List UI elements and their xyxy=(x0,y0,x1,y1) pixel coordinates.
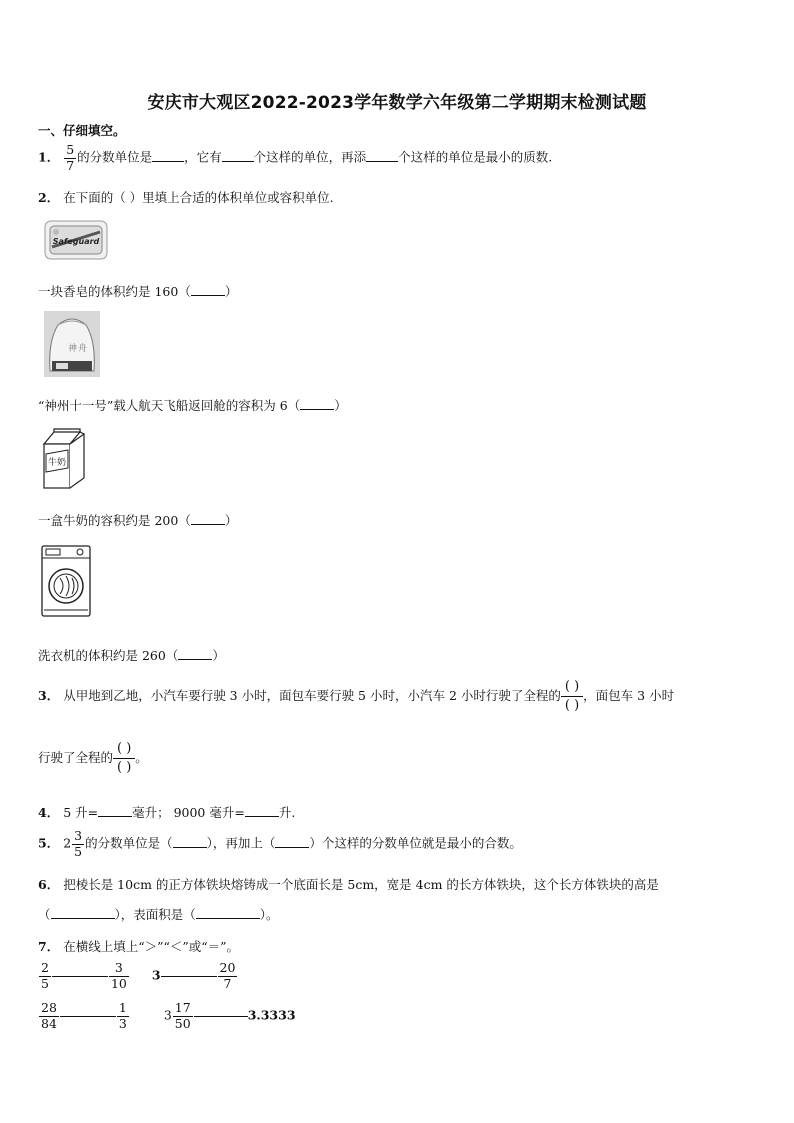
numerator: 3 xyxy=(114,960,123,975)
denominator: 84 xyxy=(41,1015,57,1031)
text-segment: 个这样的单位是最小的质数. xyxy=(398,149,553,165)
compare-row-1 xyxy=(38,962,238,990)
denominator-blank[interactable]: ( ) xyxy=(561,696,583,715)
question-text: 在下面的（ ）里填上合适的体积单位或容积单位. xyxy=(63,190,334,205)
denominator: 3 xyxy=(118,1015,127,1031)
answer-blank[interactable] xyxy=(178,647,212,660)
answer-blank[interactable] xyxy=(191,512,225,525)
question-6-line-1 xyxy=(38,875,659,893)
mixed-whole: 3 xyxy=(163,1007,172,1023)
close-paren: ） xyxy=(224,284,238,299)
fraction xyxy=(173,1002,193,1030)
text-segment: 5 升= xyxy=(63,805,99,820)
compare-value: 3 xyxy=(151,967,161,983)
denominator: 5 xyxy=(74,843,83,859)
item-text: 洗衣机的体积约是 260（ xyxy=(38,648,179,663)
section-heading: 一、仔细填空。 xyxy=(38,123,126,138)
compare-blank[interactable] xyxy=(194,1016,248,1017)
text-segment: 的分数单位是 xyxy=(77,149,153,165)
numerator: 5 xyxy=(66,142,75,157)
denominator: 10 xyxy=(110,975,127,991)
answer-fraction[interactable] xyxy=(561,678,583,715)
question-number: 1． xyxy=(38,149,60,165)
answer-blank[interactable] xyxy=(98,804,132,817)
question-number: 7． xyxy=(38,939,60,954)
question-7 xyxy=(38,937,239,955)
answer-blank[interactable] xyxy=(300,397,334,410)
washing-machine-image xyxy=(40,544,92,618)
item-text: 一盒牛奶的容积约是 200（ xyxy=(38,513,191,528)
fraction xyxy=(64,144,76,172)
question-2 xyxy=(38,188,334,206)
question-1 xyxy=(38,144,552,172)
question-number: 4． xyxy=(38,805,60,820)
compare-row-2 xyxy=(38,1002,296,1030)
soap-brand: Safeguard xyxy=(52,237,100,246)
question-3-line-1 xyxy=(38,678,674,715)
text-segment: ）个这样的分数单位就是最小的合数。 xyxy=(309,835,522,851)
numerator-blank[interactable]: ( ) xyxy=(117,741,132,756)
denominator: 7 xyxy=(218,976,238,991)
question-text: 。 xyxy=(135,750,148,765)
text-segment: 毫升； 9000 毫升= xyxy=(132,805,245,820)
numerator: 28 xyxy=(41,1000,57,1015)
numerator: 20 xyxy=(219,960,236,975)
page-title: 安庆市大观区2022-2023学年数学六年级第二学期期末检测试题 xyxy=(147,93,647,113)
compare-blank[interactable] xyxy=(52,976,108,977)
svg-text:神: 神 xyxy=(68,344,78,354)
denominator: 7 xyxy=(66,157,75,173)
question-text: 行驶了全程的 xyxy=(38,750,114,765)
text-segment: ）。 xyxy=(259,907,279,922)
text-segment: ，它有 xyxy=(184,149,222,165)
close-paren: ） xyxy=(212,648,225,663)
fraction xyxy=(39,962,51,990)
compare-blank[interactable] xyxy=(161,976,217,977)
mixed-whole: 2 xyxy=(63,835,72,851)
svg-text:舟: 舟 xyxy=(78,344,88,354)
compare-blank[interactable] xyxy=(60,1016,116,1017)
fraction xyxy=(72,830,84,858)
answer-blank[interactable] xyxy=(275,835,309,848)
answer-blank[interactable] xyxy=(51,906,115,919)
text-segment: 的分数单位是（ xyxy=(85,835,173,851)
answer-fraction[interactable] xyxy=(113,740,135,777)
fraction xyxy=(39,1002,59,1030)
answer-blank[interactable] xyxy=(152,149,184,162)
question-text: 把棱长是 10cm 的正方体铁块熔铸成一个底面长是 5cm，宽是 4cm 的长方体铁块，这个长方体铁块的高是 xyxy=(63,877,659,892)
answer-blank[interactable] xyxy=(173,835,207,848)
capsule-image xyxy=(44,311,100,377)
numerator: 2 xyxy=(41,960,49,975)
question-5 xyxy=(38,830,522,858)
item-text: “神州十一号”载人航天飞船返回舱的容积为 6（ xyxy=(38,398,301,413)
text-segment: ），再加上（ xyxy=(206,835,276,851)
fraction xyxy=(109,962,129,990)
carton-label: 牛奶 xyxy=(47,458,67,468)
close-paren: ） xyxy=(334,398,347,413)
question-number: 3． xyxy=(38,688,60,703)
question-number: 5． xyxy=(38,835,60,851)
question-4 xyxy=(38,803,295,821)
denominator: 5 xyxy=(41,975,49,991)
answer-blank[interactable] xyxy=(191,283,225,296)
item-milk xyxy=(38,511,237,529)
item-soap xyxy=(38,282,237,300)
numerator-blank[interactable]: ( ) xyxy=(564,679,580,694)
item-capsule xyxy=(38,396,347,414)
numerator: 3 xyxy=(74,828,83,843)
answer-blank[interactable] xyxy=(196,906,260,919)
item-text: 一块香皂的体积约是 160（ xyxy=(38,284,191,299)
item-washer xyxy=(38,646,225,664)
close-paren: ） xyxy=(224,513,238,528)
text-segment: ），表面积是（ xyxy=(114,907,196,922)
numerator: 1 xyxy=(118,1000,127,1015)
text-segment: （ xyxy=(38,907,51,922)
denominator-blank[interactable]: ( ) xyxy=(113,758,135,777)
question-number: 6． xyxy=(38,877,60,892)
question-text: 在横线上填上“＞”“＜”或“＝”。 xyxy=(63,939,240,954)
question-text: 从甲地到乙地，小汽车要行驶 3 小时，面包车要行驶 5 小时，小汽车 2 小时行驶了全程的 xyxy=(63,688,561,703)
answer-blank[interactable] xyxy=(366,149,398,162)
fraction xyxy=(218,962,238,990)
compare-value: 3.3333 xyxy=(247,1007,296,1023)
milk-carton-image xyxy=(40,428,88,490)
answer-blank[interactable] xyxy=(222,149,254,162)
answer-blank[interactable] xyxy=(245,804,279,817)
question-text: ，面包车 3 小时 xyxy=(583,688,675,703)
soap-image xyxy=(44,219,108,261)
denominator: 50 xyxy=(174,1015,191,1031)
numerator: 17 xyxy=(174,1000,191,1015)
question-6-line-2 xyxy=(38,905,279,923)
fraction xyxy=(117,1002,129,1030)
text-segment: 升. xyxy=(278,805,296,820)
text-segment: 个这样的单位，再添 xyxy=(253,149,367,165)
question-number: 2． xyxy=(38,190,60,205)
question-3-line-2 xyxy=(38,740,148,777)
